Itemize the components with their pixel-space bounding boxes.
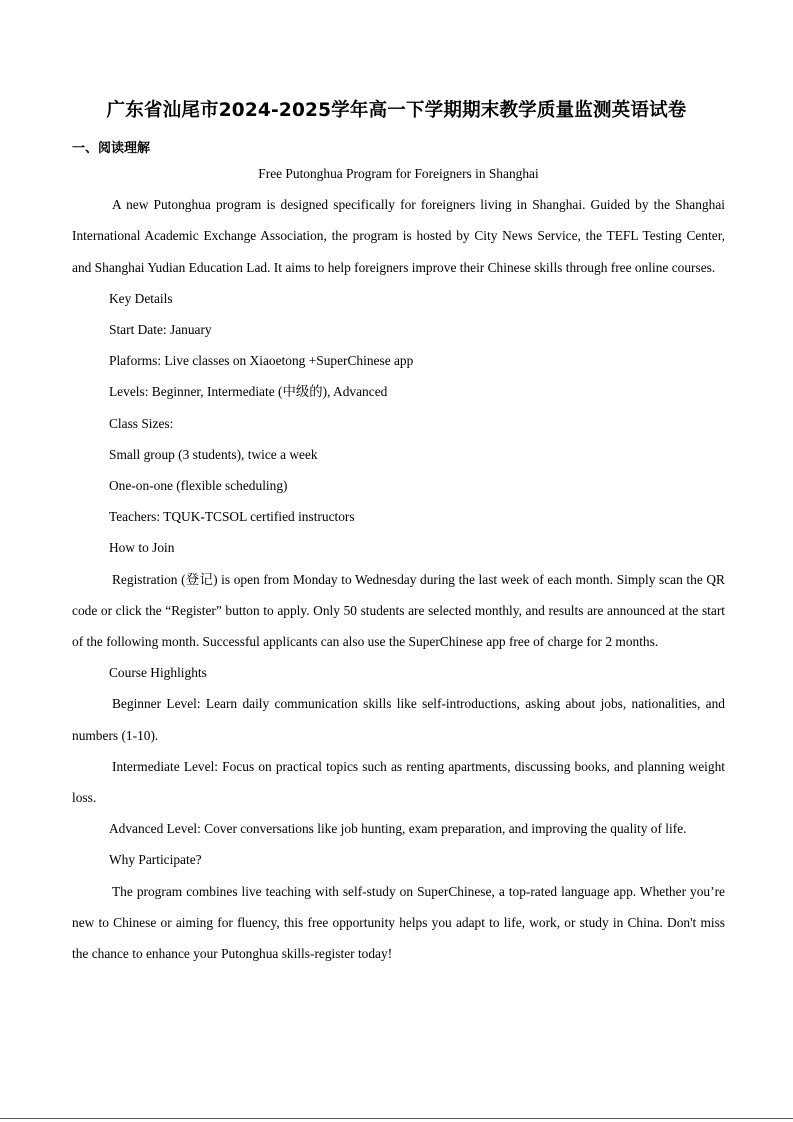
teachers-line: Teachers: TQUK-TCSOL certified instructors [109, 509, 355, 525]
registration-paragraph: Registration (登记) is open from Monday to Wednesday during the last week of each month. Simply scan the QR code or click the “Register” button to apply. Only 50 students are selected monthly, and results are announced at the start of the following month. Successful applicants can also use the SuperChinese app free of charge for 2 months. [72, 571, 725, 650]
key-details-heading: Key Details [109, 290, 173, 306]
article-title: Free Putonghua Program for Foreigners in Shanghai [258, 166, 539, 181]
intermediate-level-paragraph: Intermediate Level: Focus on practical topics such as renting apartments, discussing books, and planning weight loss. [72, 758, 725, 806]
exam-title: 广东省汕尾市2024-2025学年高一下学期期末教学质量监测英语试卷 [106, 100, 687, 121]
section-heading: 一、阅读理解 [72, 141, 151, 156]
platforms-line: Plaforms: Live classes on Xiaoetong +SuperChinese app [109, 353, 414, 369]
one-on-one-line: One-on-one (flexible scheduling) [109, 478, 288, 494]
page-bottom-divider [0, 1118, 793, 1119]
intro-paragraph: A new Putonghua program is designed specifically for foreigners living in Shanghai. Guided by the Shanghai International Academic Exchange Association, the program is hosted by City News Service, the TEFL Testing Center, and Shanghai Yudian Education Lad. It aims to help foreigners improve their Chinese skills through free online courses. [72, 197, 725, 275]
advanced-level-line: Advanced Level: Cover conversations like job hunting, exam preparation, and improving the quality of life. [109, 821, 687, 837]
small-group-line: Small group (3 students), twice a week [109, 446, 318, 462]
beginner-level-paragraph: Beginner Level: Learn daily communication skills like self-introductions, asking about jobs, nationalities, and numbers (1-10). [72, 696, 725, 743]
closing-paragraph: The program combines live teaching with self-study on SuperChinese, a top-rated language app. Whether you’re new to Chinese or aiming for fluency, this free opportunity helps you adapt to life, work, or study in China. Don't miss the chance to enhance your Putonghua skills-register today! [72, 883, 725, 962]
course-highlights-heading: Course Highlights [109, 665, 207, 681]
class-sizes-line: Class Sizes: [109, 415, 174, 431]
start-date-line: Start Date: January [109, 322, 212, 338]
levels-line: Levels: Beginner, Intermediate (中级的), Advanced [109, 384, 388, 400]
how-to-join-heading: How to Join [109, 540, 175, 556]
article-body [72, 158, 725, 969]
why-participate-heading: Why Participate? [109, 852, 202, 868]
